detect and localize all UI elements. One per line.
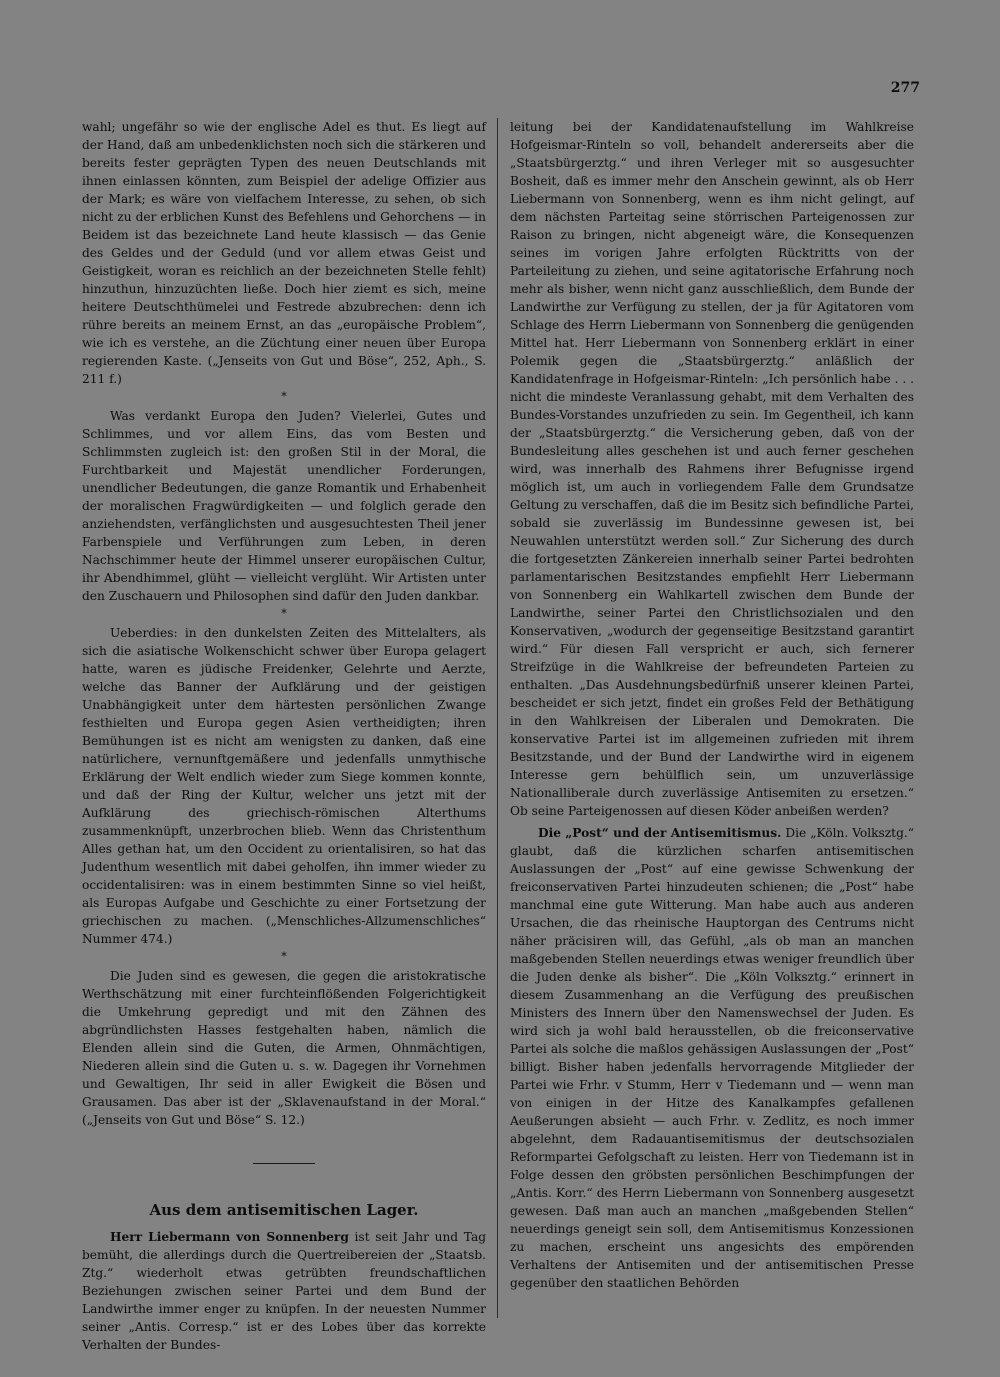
paragraph bbox=[82, 1228, 486, 1354]
column-divider bbox=[497, 118, 498, 1318]
section-separator: * bbox=[281, 390, 287, 403]
right-column bbox=[510, 118, 914, 1292]
paragraph-lead: Die „Post“ und der Antisemitismus. bbox=[538, 826, 782, 840]
paragraph: wahl; ungefähr so wie der englische Adel es thut. Es liegt auf der Hand, daß am unbedenklichsten noch sich die stärkeren und bereits fester geprägten Typen des neuen Deutschlands mit ihnen einlassen könnten, zum Beispiel der adelige Offizier aus der Mark; es wäre von vielfachem Interesse, zu sehen, ob sich nicht zu der erblichen Kunst des Befehlens und Gehorchens — in Beidem ist das bezeichnete Land heute klassisch — das Genie des Geldes und der Geduld (und vor allem etwas Geist und Geistigkeit, woran es reichlich an der bezeichneten Stelle fehlt) hinzuthun, hinzuzüchten ließe. Doch hier ziemt es sich, meine heitere Deutschthümelei und Festrede abzubrechen: denn ich rühre bereits an meinem Ernst, an das „europäische Problem“, wie ich es verstehe, an die Züchtung einer neuen über Europa regierenden Kaste. („Jenseits von Gut und Böse“, 252, Aph., S. 211 f.) bbox=[82, 120, 486, 386]
paragraph-body: Die „Köln. Volksztg.“ glaubt, daß die kürzlichen scharfen antisemitischen Auslassungen der „Post“ auf eine gewisse Schwenkung der freiconservativen Partei hinzudeuten schienen; die „Post“ habe manchmal eine gute Witterung. Man habe auch aus anderen Ursachen, die das rheinische Hauptorgan des Centrums nicht näher präcisiren will, das Gefühl, „als ob man an manchen maßgebenden Stellen neuerdings etwas weniger freundlich über die Juden denke als bisher“. Die „Köln Volksztg.“ erinnert in diesem Zusammenhang an die Verfügung des preußischen Ministers des Innern über den Namenswechsel der Juden. Es wird sich ja wohl bald herausstellen, ob die freiconservative Partei als solche die maßlos gehässigen Auslassungen der „Post“ billigt. Bisher haben jedenfalls hervorragende Mitglieder der Partei wie Frhr. v Stumm, Herr v Tiedemann und — wenn man von einigen in der Hitze des Kanalkampfes gefallenen Aeußerungen absieht — auch Frhr. v. Zedlitz, es noch immer abgelehnt, dem Radauantisemitismus der deutschsozialen Reformpartei Gefolgschaft zu leisten. Herr von Tiedemann ist in Folge dessen den gröbsten persönlichen Beschimpfungen der „Antis. Korr.“ des Herrn Liebermann von Sonnenberg ausgesetzt gewesen. Daß man auch an manchen „maßgebenden Stellen“ neuerdings geneigt sein soll, dem Antisemitismus Konzessionen zu machen, erscheint uns angesichts des empörenden Verhaltens der Antisemiten und der antisemitischen Presse gegenüber den staatlichen Behörden bbox=[510, 826, 914, 1290]
section-heading: Aus dem antisemitischen Lager. bbox=[149, 1201, 419, 1219]
paragraph bbox=[510, 824, 914, 1292]
paragraph: leitung bei der Kandidatenaufstellung im Wahlkreise Hofgeismar-Rinteln so voll, behandelt andererseits aber die „Staatsbürgerztg.“ und ihren Verleger mit so ausgesuchter Bosheit, daß es immer mehr den Anschein gewinnt, als ob Herr Liebermann von Sonnenberg, wenn es ihm nicht gelingt, auf dem nächsten Parteitag seine störrischen Parteigenossen zur Raison zu bringen, nicht abgeneigt wäre, die Konsequenzen seines im vorigen Jahre erfolgten Rücktritts von der Parteileitung zu ziehen, und seine agitatorische Erfahrung noch mehr als bisher, wenn nicht ganz ausschließlich, dem Bunde der Landwirthe zur Verfügung zu stellen, der ja für Agitatoren vom Schlage des Herrn Liebermann von Sonnenberg die genügenden Mittel hat. Herr Liebermann von Sonnenberg erklärt in einer Polemik gegen die „Staatsbürgerztg.“ anläßlich der Kandidatenfrage in Hofgeismar-Rinteln: „Ich persönlich habe . . . nicht die mindeste Veranlassung gehabt, mit dem Verhalten des Bundes-Vorstandes unzufrieden zu sein. Im Gegentheil, ich kann der „Staatsbürgerztg.“ die Versicherung geben, daß von der Bundesleitung alles geschehen ist und auch ferner geschehen wird, was innerhalb des Rahmens ihrer Befugnisse irgend möglich ist, um auch in vorliegendem Falle dem Grundsatze Geltung zu verschaffen, daß die im Besitz sich befindliche Partei, sobald sie zuverlässig im Bundessinne gewesen ist, bei Neuwahlen unterstützt werden soll.“ Zur Sicherung des durch die fortgesetzten Zänkereien innerhalb seiner Partei bedrohten parlamentarischen Besitzstandes empfiehlt Herr Liebermann von Sonnenberg ein Wahlkartell zwischen dem Bunde der Landwirthe, seiner Partei den Christlichsozialen und den Konservativen, „wodurch der gegenseitige Besitzstand garantirt wird.“ Für diesen Fall verspricht er auch, sich fernerer Streifzüge in die Wahlkreise der befreundeten Parteien zu enthalten. „Das Ausdehnungsbedürfniß unserer kleinen Partei, bescheidet er sich jetzt, findet ein großes Feld der Bethätigung in den Wahlkreisen der Liberalen und Demokraten. Die konservative Partei ist im allgemeinen zufrieden mit ihrem Besitzstande, und der Bund der Landwirthe wird in eigenem Interesse gern behülflich sein, um unzuverlässige Nationalliberale durch zuverlässige Antisemiten zu ersetzen.“ Ob seine Parteigenossen auf diesen Köder anbeißen werden? bbox=[510, 120, 914, 818]
section-separator: * bbox=[281, 950, 287, 963]
page-number: 277 bbox=[890, 80, 920, 96]
paragraph-lead: Herr Liebermann von Sonnenberg bbox=[110, 1230, 349, 1244]
paragraph: Was verdankt Europa den Juden? Vielerlei, Gutes und Schlimmes, und vor allem Eins, das vom Besten und Schlimmsten zugleich ist: den großen Stil in der Moral, die Furchtbarkeit und Majestät unendlicher Forderungen, unendlicher Bedeutungen, die ganze Romantik und Erhabenheit der moralischen Fragwürdigkeiten — und folglich gerade den anziehendsten, verfänglichsten und ausgesuchtesten Theil jener Farbenspiele und Verführungen zum Leben, in deren Nachschimmer heute der Himmel unserer europäischen Cultur, ihr Abendhimmel, glüht — vielleicht verglüht. Wir Artisten unter den Zuschauern und Philosophen sind dafür den Juden dankbar. bbox=[82, 409, 486, 603]
paragraph: Die Juden sind es gewesen, die gegen die aristokratische Werthschätzung mit einer furchteinflößenden Folgerichtigkeit die Umkehrung gepredigt und mit den Zähnen des abgründlichsten Hasses festgehalten haben, nämlich die Elenden allein sind die Guten, die Armen, Ohnmächtigen, Niederen allein sind die Guten u. s. w. Dagegen ihr Vornehmen und Gewaltigen, Ihr seid in aller Ewigkeit die Bösen und Grausamen. Das aber ist der „Sklavenaufstand in der Moral.“ („Jenseits von Gut und Böse“ S. 12.) bbox=[82, 969, 486, 1127]
left-column bbox=[82, 118, 486, 1354]
section-separator: * bbox=[281, 607, 287, 620]
paragraph: Ueberdies: in den dunkelsten Zeiten des Mittelalters, als sich die asiatische Wolkenschicht schwer über Europa gelagert hatte, waren es jüdische Freidenker, Gelehrte und Aerzte, welche das Banner der Aufklärung und der geistigen Unabhängigkeit unter dem härtesten persönlichen Zwange festhielten und Europa gegen Asien vertheidigten; ihren Bemühungen ist es nicht am wenigsten zu danken, daß eine natürlichere, vernunftgemäßere und jedenfalls unmythische Erklärung der Welt endlich wieder zum Siege kommen konnte, und daß der Ring der Kultur, welcher uns jetzt mit der Aufklärung des griechisch-römischen Alterthums zusammenknüpft, unzerbrochen blieb. Wenn das Christenthum Alles gethan hat, um den Occident zu orientalisiren, so hat das Judenthum wesentlich mit dabei geholfen, ihn immer wieder zu occidentalisiren: was in einem bestimmten Sinne so viel heißt, als Europas Aufgabe und Geschichte zu einer Fortsetzung der griechischen zu machen. („Menschliches-Allzumenschliches“ Nummer 474.) bbox=[82, 626, 486, 946]
paragraph-body: ist seit Jahr und Tag bemüht, die allerdings durch die Quertreibereien der „Staatsb. Ztg.“ wiederholt etwas getrübten freundschaftlichen Beziehungen zwischen seiner Partei und dem Bund der Landwirthe immer enger zu knüpfen. In der neuesten Nummer seiner „Antis. Corresp.“ ist er des Lobes über das korrekte Verhalten der Bundes- bbox=[82, 1230, 487, 1352]
divider bbox=[253, 1163, 315, 1164]
